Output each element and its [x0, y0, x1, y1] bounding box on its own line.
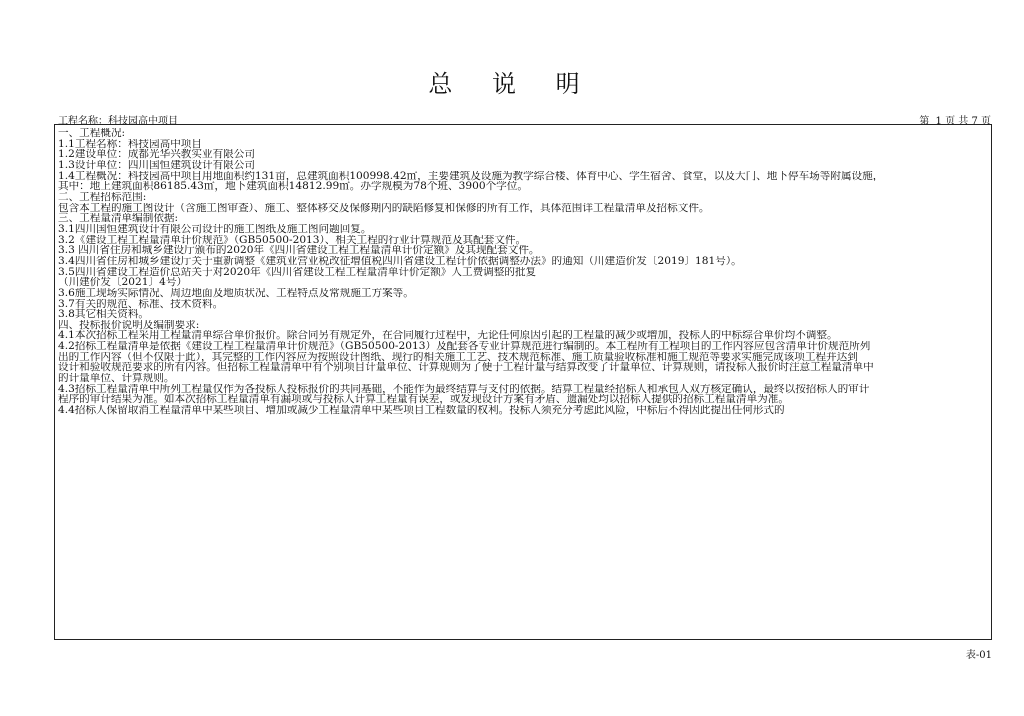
text-line: 1.1工程名称：科技园高中项目 — [58, 138, 202, 150]
text-line: 设计和验收规范要求的所有内容。但招标工程量清单中有个别项目计量单位、计算规则为了便于工程计量与结算改变了计量单位、计算规则，请投标人报价时注意工程量清单中 — [58, 362, 874, 374]
text-line: 3.4四川省住房和城乡建设厅关于重新调整《建筑业营业税改征增值税四川省建设工程计价依据调整办法》的通知（川建造价发〔2019〕181号）。 — [58, 255, 742, 267]
page-title: 总 说 明 — [428, 70, 596, 98]
text-line: 4.2招标工程量清单是依据《建设工程工程量清单计价规范》（GB50500-2013）及配套各专业计算规范进行编制的。本工程所有工程项目的工作内容应包含清单计价规范所列 — [58, 341, 871, 352]
text-line: 3.5四川省建设工程造价总站关于对2020年《四川省建设工程工程量清单计价定额》人工费调整的批复 — [58, 266, 537, 278]
text-line: （川建价发〔2021〕4号） — [58, 277, 188, 288]
text-line: 程序的审计结果为准。如本次招标工程量清单有漏项或与投标人计算工程量有误差，或发现设计方案有矛盾、遗漏处均以招标人提供的招标工程量清单为准。 — [58, 394, 789, 406]
text-line: 出的工作内容（但不仅限于此），其完整的工作内容应为按照设计图纸、现行的相关施工工艺、技术规范标准、施工质量验收标准和施工规范等要求实施完成该项工程并达到 — [58, 351, 858, 363]
text-line: 3.1四川国恒建筑设计有限公司设计的施工图纸及施工图问题回复。 — [58, 223, 372, 235]
text-line: 1.3设计单位：四川国恒建筑设计有限公司 — [58, 159, 255, 171]
content-body — [58, 128, 988, 416]
text-line: 其中：地上建筑面积86185.43㎡，地下建筑面积14812.99㎡。办学规模为78个班、3900个学位。 — [58, 181, 528, 192]
text-line: 3.8其它相关资料。 — [58, 309, 150, 320]
page-info: 第 1 页 共 7 页 — [919, 116, 991, 127]
text-line: 四、投标报价说明及编制要求: — [58, 319, 200, 331]
text-line: 1.4工程概况：科技园高中项目用地面积约131亩，总建筑面积100998.42㎡，主要建筑及设施为教学综合楼、体育中心、学生宿舍、食堂，以及大门、地下停车场等附属设施， — [58, 170, 884, 182]
text-line: 三、工程量清单编制依据: — [58, 213, 179, 224]
text-line: 4.1本次招标工程采用工程量清单综合单价报价。除合同另有规定外，在合同履行过程中，无论任何原因引起的工程量的减少或增加，投标人的中标综合单价均不调整。 — [58, 330, 838, 342]
text-line: 4.4招标人保留取消工程量清单中某些项目、增加或减少工程量清单中某些项目工程数量的权利。投标人须充分考虑此风险，中标后不得因此提出任何形式的 — [58, 405, 785, 416]
text-line: 3.7有关的规范、标准、技术资料。 — [58, 298, 224, 310]
text-line: 包含本工程的施工图设计（含施工图审查）、施工、整体移交及保修期内的缺陷修复和保修的所有工作，具体范围详工程量清单及招标文件。 — [58, 202, 710, 214]
text-line: 3.2《建设工程工程量清单计价规范》（GB50500-2013）、相关工程的行业计算规范及其配套文件。 — [58, 234, 527, 246]
form-number: 表-01 — [965, 650, 992, 661]
text-line: 一、工程概况: — [58, 128, 126, 139]
text-line: 二、工程招标范围: — [58, 191, 147, 203]
text-line: 4.3招标工程量清单中所列工程量仅作为各投标人投标报价的共同基础，不能作为最终结算与支付的依据。结算工程量经招标人和承包人双方核定确认，最终以按招标人的审计 — [58, 383, 870, 395]
text-line: 3.3 四川省住房和城乡建设厅颁布的2020年《四川省建设工程工程量清单计价定额》及其现配套文件。 — [58, 245, 540, 256]
text-line: 3.6施工现场实际情况、周边地面及地质状况、工程特点及常规施工方案等。 — [58, 287, 414, 299]
text-line: 1.2建设单位：成都光华兴教实业有限公司 — [58, 149, 255, 160]
project-name: 工程名称：科技园高中项目 — [58, 116, 178, 127]
text-line: 的计量单位、计算规则。 — [58, 373, 175, 384]
